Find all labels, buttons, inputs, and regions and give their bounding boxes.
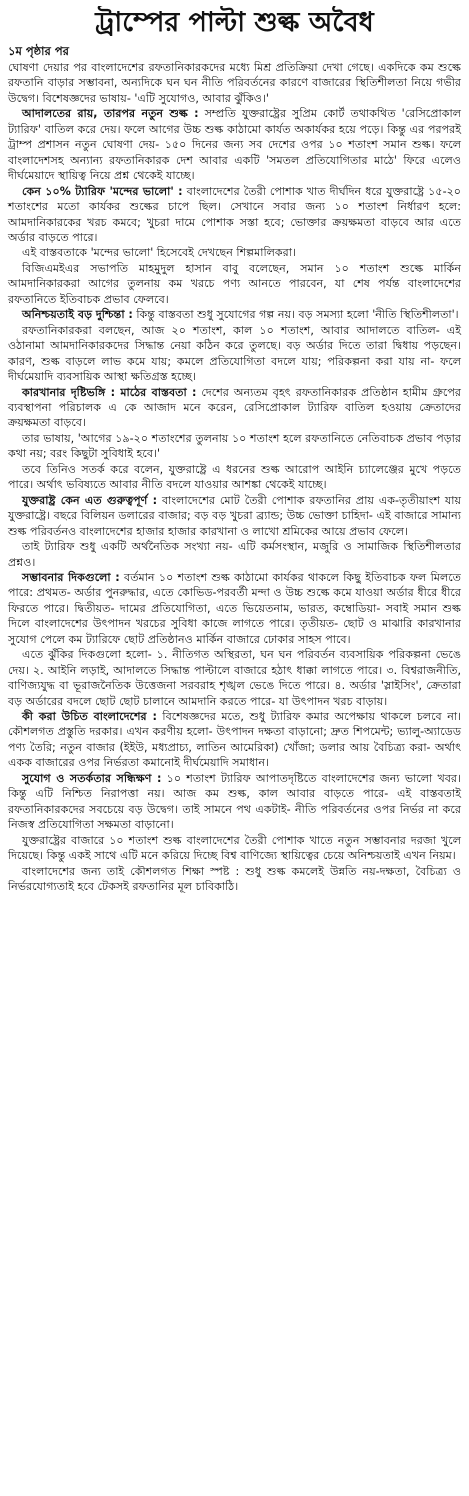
- paragraph-subheading: কী করা উচিত বাংলাদেশের :: [22, 710, 157, 724]
- paragraph-text: রফতানিকারকরা বলছেন, আজ ২০ শতাংশ, কাল ১০ শতাংশ, আবার আদালতে বাতিল- এই ওঠানামা আমদানিকারকদের সিদ্ধান্ত নেয়া কঠিন করে তুলছে। বড় অর্ডার দিতে তারা দ্বিধায় পড়ছেন। কারণ, শুল্ক বাড়লে লাভ কমে যায়; কমলে প্রতিযোগিতা বদলে যায়; পরিকল্পনা করা যায় না- ফলে দীর্ঘমেয়াদি ব্যবসায়িক আস্থা ক্ষতিগ্রস্ত হচ্ছে।: [8, 323, 461, 384]
- article-paragraph: [8, 709, 461, 771]
- paragraph-text: বিশেষজ্ঞদের মতে, শুধু ট্যারিফ কমার অপেক্ষায় থাকলে চলবে না। কৌশলগত প্রস্তুতি দরকার। এখন করণীয় হলো- উৎপাদন দক্ষতা বাড়ানো; দ্রুত শিপমেন্ট; ভ্যালু-অ্যাডেড পণ্য তৈরি; নতুন বাজার (ইইউ, মধ্যপ্রাচ্য, লাতিন আমেরিকা) খোঁজা; ডলার আয় বৈচিত্র্য করা- অর্থাৎ একক বাজারের ওপর নির্ভরতা কমানোই দীর্ঘমেয়াদি সমাধান।: [8, 710, 462, 770]
- article-paragraph: [8, 864, 461, 895]
- article-paragraph: [8, 647, 461, 709]
- article-paragraph: [8, 245, 461, 260]
- paragraph-text: বাংলাদেশের জন্য তাই কৌশলগত শিক্ষা স্পষ্ট : শুধু শুল্ক কমলেই উন্নতি নয়-দক্ষতা, বৈচিত্র্য ও নির্ভরযোগ্যতাই হবে টেকসই রফতানির মূল চাবিকাঠি।: [8, 864, 461, 894]
- paragraph-text: তাই ট্যারিফ শুধু একটি অর্থনৈতিক সংখ্যা নয়- এটি কর্মসংস্থান, মজুরি ও সামাজিক স্থিতিশীলতার প্রশ্নও।: [8, 540, 461, 569]
- paragraph-text: ১০ শতাংশ ট্যারিফ আপাতদৃষ্টিতে বাংলাদেশের জন্য ভালো খবর। কিন্তু এটি নিশ্চিত নিরাপত্তা নয়। আজ কম শুল্ক, কাল আবার বাড়তে পারে- এই বাস্তবতাই রফতানিকারকদের সবচেয়ে বড় উদ্বেগ। তাই সামনে পথ একটাই- নীতি পরিবর্তনের ওপর নির্ভর না করে নিজস্ব প্রতিযোগিতা সক্ষমতা বাড়ানো।: [8, 771, 461, 832]
- paragraph-text: দেশের অন্যতম বৃহৎ রফতানিকারক প্রতিষ্ঠান হামীম গ্রুপের ব্যবস্থাপনা পরিচালক এ কে আজাদ মনে করেন, রেসিপ্রোকাল ট্যারিফ বাতিল হওয়ায় ক্রেতাদের ক্রয়ক্ষমতা বাড়বে।: [8, 385, 462, 430]
- paragraph-text: বর্তমান ১০ শতাংশ শুল্ক কাঠামো কার্যকর থাকলে কিছু ইতিবাচক ফল মিলতে পারে: প্রথমত- অর্ডার পুনরুদ্ধার, এতে কোভিড-পরবর্তী মন্দা ও উচ্চ শুল্কে কমে যাওয়া অর্ডার ধীরে ধীরে ফিরতে পারে। দ্বিতীয়ত- দামের প্রতিযোগিতা, এতে ভিয়েতনাম, ভারত, কম্বোডিয়া- সবাই সমান শুল্ক দিলে বাংলাদেশের উৎপাদন খরচের সুবিধা কাজে লাগতে পারে। তৃতীয়ত- ছোট ও মাঝারি কারখানার সুযোগ পেলে কম ট্যারিফে ছোট প্রতিষ্ঠানও মার্কিন বাজারে ঢোকার সাহস পাবে।: [8, 570, 461, 646]
- article-paragraph: [8, 60, 461, 106]
- paragraph-subheading: অনিশ্চয়তাই বড় দুশ্চিন্তা :: [22, 308, 133, 322]
- paragraph-text: বাংলাদেশের তৈরী পোশাক খাত দীর্ঘদিন ধরে যুক্তরাষ্ট্রে ১৫-২০ শতাংশের মতো কার্যকর শুল্কের চাপে ছিল। সেখানে সবার জন্য ১০ শতাংশ নির্ধারণ হলে: আমদানিকারকের খরচ কমবে; খুচরা দামে পোশাক সস্তা হবে; ভোক্তার ক্রয়ক্ষমতা বাড়বে আর এতে অর্ডার বাড়তে পারে।: [8, 184, 461, 244]
- article-paragraph: [8, 833, 461, 864]
- article-headline: ট্রাম্পের পাল্টা শুল্ক অবৈধ: [95, 7, 374, 38]
- paragraph-text: সম্প্রতি যুক্তরাষ্ট্রের সুপ্রিম কোর্ট তথাকথিত 'রেসিপ্রোকাল ট্যারিফ' বাতিল করে দেয়। ফলে আগের উচ্চ শুল্ক কাঠামো কার্যত অকার্যকর হয়ে পড়ে। কিন্তু এর পরপরই ট্রাম্প প্রশাসন নতুন ঘোষণা দেয়- ১৫০ দিনের জন্য সব দেশের ওপর ১০ শতাংশ সমান শুল্ক। ফলে বাংলাদেশসহ অন্যান্য রফতানিকারক দেশ আবার একটি 'সমতল প্রতিযোগিতার মাঠে' ফিরে এলেও দীর্ঘমেয়াদে স্থায়িত্ব নিয়ে প্রশ্ন থেকেই যাচ্ছে।: [8, 107, 462, 183]
- paragraph-text: যুক্তরাষ্ট্রের বাজারে ১০ শতাংশ শুল্ক বাংলাদেশের তৈরী পোশাক খাতে নতুন সম্ভাবনার দরজা খুলে দিয়েছে। কিন্তু একই সাথে এটি মনে করিয়ে দিচ্ছে বিশ্ব বাণিজ্যে স্থায়িত্বের চেয়ে অনিশ্চয়তাই এখন নিয়ম।: [8, 833, 461, 863]
- article-paragraph: [8, 261, 461, 307]
- paragraph-subheading: কেন ১০% ট্যারিফ 'মন্দের ভালো' :: [22, 184, 183, 198]
- article-paragraph: [8, 570, 461, 647]
- continued-from-label: ১ম পৃষ্ঠার পর: [8, 44, 69, 58]
- paragraph-text: ঘোষণা দেয়ার পর বাংলাদেশের রফতানিকারকদের মধ্যে মিশ্র প্রতিক্রিয়া দেখা গেছে। একদিকে কম শুল্কে রফতানি বাড়ার সম্ভাবনা, অন্যদিকে ঘন ঘন নীতি পরিবর্তনের কারণে বাজারের স্থিতিশীলতা নিয়ে গভীর উদ্বেগ। বিশেষজ্ঞদের ভাষায়- 'এটি সুযোগও, আবার ঝুঁকিও।': [8, 61, 461, 105]
- paragraph-subheading: কারখানার দৃষ্টিভঙ্গি : মাঠের বাস্তবতা :: [22, 385, 197, 399]
- article-paragraph: [8, 106, 461, 183]
- paragraph-text: এতে ঝুঁকির দিকগুলো হলো- ১. নীতিগত অস্থিরতা, ঘন ঘন পরিবর্তন ব্যবসায়িক পরিকল্পনা ভেঙে দেয়। ২. আইনি লড়াই, আদালতে সিদ্ধান্ত পাল্টালে বাজারে হঠাৎ ধাক্কা লাগতে পারে। ৩. বিশ্বরাজনীতি, বাণিজ্যযুদ্ধ বা ভূরাজনৈতিক উত্তেজনা সরবরাহ শৃঙ্খল ভেঙে দিতে পারে। ৪. অর্ডার 'স্লাইসিং', ক্রেতারা বড় অর্ডারের বদলে ছোট ছোট চালানে আমদানি করতে পারে- যা উৎপাদন খরচ বাড়ায়।: [8, 648, 461, 708]
- paragraph-subheading: সুযোগ ও সতর্কতার সন্ধিক্ষণ :: [22, 771, 162, 785]
- paragraph-text: কিন্তু বাস্তবতা শুধু সুযোগের গল্প নয়। বড় সমস্যা হলো 'নীতি স্থিতিশীলতা'।: [132, 308, 459, 322]
- article-paragraph: [8, 493, 461, 539]
- article-paragraph: [8, 307, 461, 322]
- paragraph-text: বাংলাদেশের মোট তৈরী পোশাক রফতানির প্রায় এক-তৃতীয়াংশ যায় যুক্তরাষ্ট্রে। বছরে বিলিয়ন ডলারের বাজার; বড় বড় খুচরা ব্র্যান্ড; উচ্চ ভোক্তা চাহিদা- এই বাজারে সামান্য শুল্ক পরিবর্তনও বাংলাদেশের হাজার হাজার কারখানা ও লাখো শ্রমিকের আয়ে প্রভাব ফেলে।: [8, 493, 461, 538]
- paragraph-subheading: সম্ভাবনার দিকগুলো :: [22, 570, 120, 584]
- paragraph-subheading: আদালতের রায়, তারপর নতুন শুল্ক :: [22, 107, 199, 121]
- paragraph-text: এই বাস্তবতাকে 'মন্দের ভালো' হিসেবেই দেখছেন শিল্পমালিকরা।: [22, 246, 296, 260]
- article-paragraph: [8, 323, 461, 385]
- paragraph-text: বিজিএমইএর সভাপতি মাহমুদুল হাসান বাবু বলেছেন, সমান ১০ শতাংশ শুল্কে মার্কিন আমদানিকারকরা আগের তুলনায় কম খরচে পণ্য আনতে পারবেন, যা শেষ পর্যন্ত বাংলাদেশের রফতানিতে ইতিবাচক প্রভাব ফেলবে।: [8, 261, 461, 306]
- article-paragraph: [8, 771, 461, 833]
- paragraph-text: তার ভাষায়, 'আগের ১৯-২০ শতাংশের তুলনায় ১০ শতাংশ হলে রফতানিতে নেতিবাচক প্রভাব পড়ার কথা নয়; বরং কিছুটা সুবিধাই হবে।': [8, 431, 461, 461]
- article-paragraph: [8, 385, 461, 431]
- article-paragraph: [8, 184, 461, 246]
- paragraph-subheading: যুক্তরাষ্ট্র কেন এত গুরুত্বপূর্ণ :: [22, 493, 158, 507]
- article-body: [8, 60, 461, 894]
- article-paragraph: [8, 539, 461, 570]
- article-paragraph: [8, 431, 461, 462]
- article-paragraph: [8, 462, 461, 493]
- paragraph-text: তবে তিনিও সতর্ক করে বলেন, যুক্তরাষ্ট্রে এ ধরনের শুল্ক আরোপ আইনি চ্যালেঞ্জের মুখে পড়তে পারে। অর্থাৎ ভবিষ্যতে আবার নীতি বদলে যাওয়ার আশঙ্কা থেকেই যাচ্ছে।: [8, 462, 461, 492]
